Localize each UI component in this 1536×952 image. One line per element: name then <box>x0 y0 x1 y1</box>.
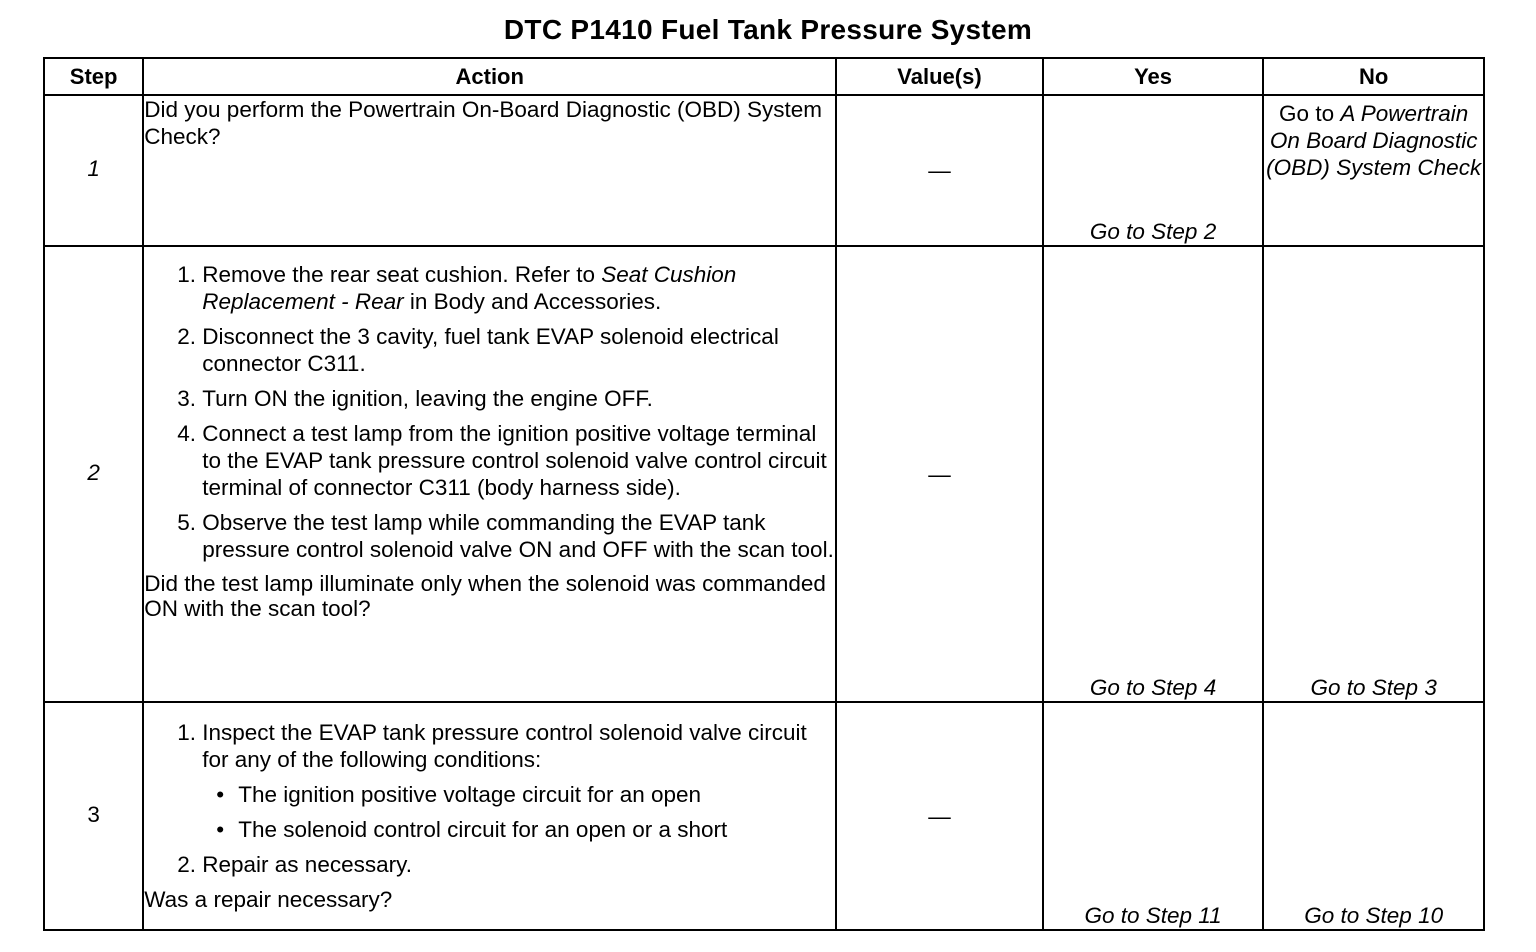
action-step <box>202 719 835 843</box>
value-cell <box>836 702 1043 930</box>
reference-link[interactable]: Seat Cushion Replacement - Rear <box>202 262 737 314</box>
header-values: Value(s) <box>836 58 1043 95</box>
action-question: Did you perform the Powertrain On-Board Diagnostic (OBD) System Check? <box>144 97 823 149</box>
value-text: — <box>928 158 951 183</box>
step-cell <box>44 702 143 930</box>
action-steps <box>144 261 835 563</box>
page-title: DTC P1410 Fuel Tank Pressure System <box>503 14 1033 45</box>
header-yes: Yes <box>1043 58 1264 95</box>
step-cell <box>44 246 143 702</box>
diagnostic-table <box>43 57 1485 931</box>
table-header-row <box>44 58 1484 95</box>
action-cell <box>143 95 836 246</box>
yes-cell <box>1043 246 1264 702</box>
condition-item: • The ignition positive voltage circuit for an open <box>238 781 835 808</box>
yes-cell <box>1043 95 1264 246</box>
condition-item: • The solenoid control circuit for an open or a short <box>238 816 835 843</box>
value-text: — <box>928 461 951 487</box>
yes-link[interactable]: Go to Step 11 <box>1084 903 1222 928</box>
action-step: 2. Repair as necessary. <box>202 851 835 878</box>
step-number: 1 <box>87 156 100 181</box>
action-question: Did the test lamp illuminate only when the solenoid was commanded ON with the scan tool? <box>144 571 826 621</box>
table-row <box>44 246 1484 702</box>
no-cell <box>1263 95 1484 246</box>
no-link-ref: A Powertrain On Board Diagnostic (OBD) System Check <box>1266 101 1482 180</box>
action-step <box>202 261 835 315</box>
action-step: 2. Disconnect the 3 cavity, fuel tank EVAP solenoid electrical connector C311. <box>202 323 835 377</box>
value-cell <box>836 246 1043 702</box>
action-step: 3. Turn ON the ignition, leaving the engine OFF. <box>202 385 835 412</box>
action-step: 4. Connect a test lamp from the ignition positive voltage terminal to the EVAP tank pressure control solenoid valve control circuit terminal of connector C311 (body harness side). <box>202 420 835 501</box>
step-number: 2 <box>87 459 100 485</box>
no-cell <box>1263 702 1484 930</box>
header-step: Step <box>44 58 143 95</box>
table-row <box>44 702 1484 930</box>
no-link-prefix: Go to <box>1279 101 1341 126</box>
action-cell <box>143 702 836 930</box>
no-cell <box>1263 246 1484 702</box>
step-number: 3 <box>87 801 100 827</box>
step-text: Remove the rear seat cushion. Refer to <box>202 262 602 287</box>
header-no: No <box>1263 58 1484 95</box>
yes-link[interactable]: Go to Step 2 <box>1089 219 1217 244</box>
condition-list <box>202 781 835 843</box>
value-text: — <box>928 803 951 829</box>
table-row <box>44 95 1484 246</box>
yes-link[interactable]: Go to Step 4 <box>1089 675 1217 700</box>
no-link[interactable] <box>1266 101 1481 180</box>
step-text: Inspect the EVAP tank pressure control solenoid valve circuit for any of the following conditions: <box>202 720 807 772</box>
action-question: Was a repair necessary? <box>144 887 393 912</box>
step-text: in Body and Accessories. <box>403 289 662 314</box>
yes-cell <box>1043 702 1264 930</box>
step-cell <box>44 95 143 246</box>
no-link[interactable]: Go to Step 3 <box>1310 675 1437 700</box>
header-action: Action <box>143 58 836 95</box>
action-steps <box>144 719 835 878</box>
action-step: 5. Observe the test lamp while commanding the EVAP tank pressure control solenoid valve ON and OFF with the scan tool. <box>202 509 835 563</box>
value-cell <box>836 95 1043 246</box>
action-cell <box>143 246 836 702</box>
no-link[interactable]: Go to Step 10 <box>1304 903 1444 928</box>
